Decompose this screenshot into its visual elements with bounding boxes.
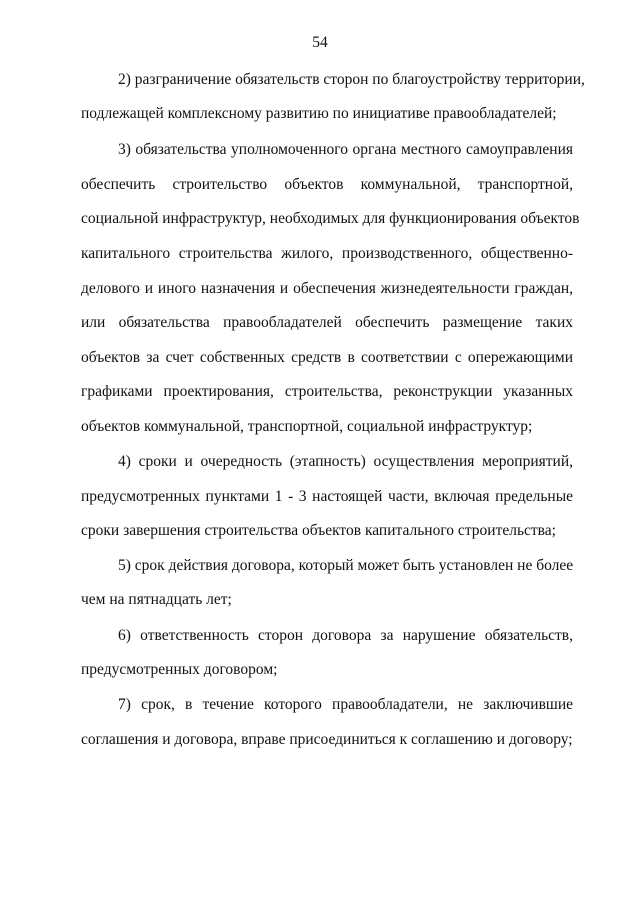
paragraph-6-line-1: 6) ответственность сторон договора за нарушение обязательств,: [118, 627, 573, 644]
paragraph-3-line-1: 3) обязательства уполномоченного органа местного самоуправления: [118, 141, 573, 158]
paragraph-3-line-9: объектов коммунальной, транспортной, социальной инфраструктур;: [81, 418, 533, 435]
paragraph-4-line-1: 4) сроки и очередность (этапность) осуществления мероприятий,: [118, 453, 573, 470]
paragraph-3-line-5: делового и иного назначения и обеспечения жизнедеятельности граждан,: [81, 280, 573, 297]
paragraph-2-line-2: подлежащей комплексному развитию по инициативе правообладателей;: [81, 105, 557, 122]
paragraph-2-line-1: 2) разграничение обязательств сторон по благоустройству территории,: [118, 71, 585, 88]
paragraph-3-line-4: капитального строительства жилого, производственного, общественно-: [81, 245, 573, 262]
paragraph-4-line-2: предусмотренных пунктами 1 - 3 настоящей части, включая предельные: [81, 488, 573, 505]
paragraph-3-line-7: объектов за счет собственных средств в соответствии с опережающими: [81, 349, 573, 366]
paragraph-3-line-8: графиками проектирования, строительства, реконструкции указанных: [81, 383, 573, 400]
paragraph-5-line-2: чем на пятнадцать лет;: [81, 591, 232, 608]
paragraph-3-line-3: социальной инфраструктур, необходимых для функционирования объектов: [81, 210, 580, 227]
paragraph-3-line-6: или обязательства правообладателей обеспечить размещение таких: [81, 314, 573, 331]
paragraph-7-line-1: 7) срок, в течение которого правообладатели, не заключившие: [118, 696, 573, 713]
paragraph-5-line-1: 5) срок действия договора, который может быть установлен не более: [118, 557, 574, 574]
page-number: 54: [312, 34, 328, 51]
paragraph-4-line-3: сроки завершения строительства объектов капитального строительства;: [81, 522, 556, 539]
paragraph-7-line-2: соглашения и договора, вправе присоединиться к соглашению и договору;: [81, 731, 573, 748]
paragraph-3-line-2: обеспечить строительство объектов коммунальной, транспортной,: [81, 176, 573, 193]
paragraph-6-line-2: предусмотренных договором;: [81, 661, 278, 678]
